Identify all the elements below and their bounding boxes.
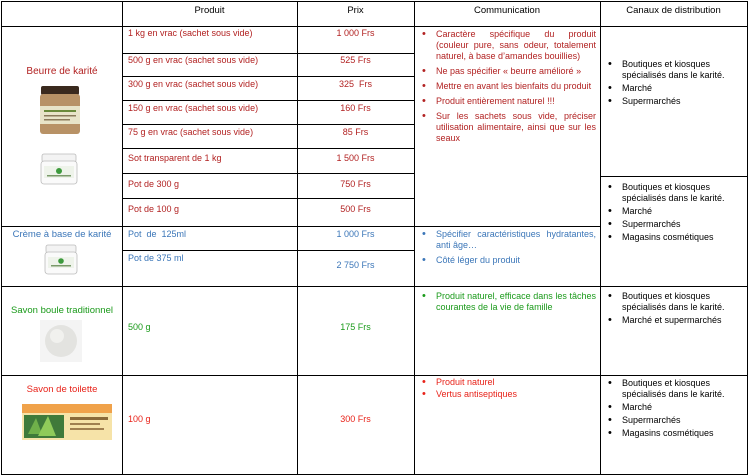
canaux-savon-boule <box>602 291 744 328</box>
communication-item: • Produit entièrement naturel !!! <box>416 96 596 107</box>
communication-item: • Vertus antiseptiques <box>416 389 596 400</box>
communication-item: • Caractère spécifique du produit (couleur pure, sans odeur, totalement naturel, à base d’amandes bouillies) <box>416 29 596 62</box>
variant-price: 1 000 Frs <box>336 28 375 38</box>
beurre-pot-image <box>40 152 78 186</box>
variant-price: 1 500 Frs <box>336 153 375 163</box>
header-prix: Prix <box>347 5 364 16</box>
variant-label: Pot de 100 g <box>128 204 180 214</box>
variant-price: 300 Frs <box>340 414 371 424</box>
product-name-savon-toilette: Savon de toilette <box>26 384 98 395</box>
variant-price: 500 Frs <box>340 204 371 214</box>
variant-price: 175 Frs <box>340 322 371 332</box>
communication-item: • Mettre en avant les bienfaits du produit <box>416 81 596 92</box>
canal-item: • Marché et supermarchés <box>602 315 744 326</box>
communication-savon-boule <box>416 291 596 317</box>
variant-label: Pot de 300 g <box>128 179 180 189</box>
variant-price: 2 750 Frs <box>336 260 375 270</box>
product-name-savon-boule: Savon boule traditionnel <box>11 305 113 316</box>
variant-price: 325 Frs <box>338 79 372 89</box>
canaux-beurre <box>602 59 744 109</box>
canal-item: • Marché <box>602 402 744 413</box>
canal-item: • Magasins cosmétiques <box>602 428 744 439</box>
savon-toilette-image <box>22 404 112 440</box>
variant-price: 525 Frs <box>340 55 371 65</box>
variant-price: 85 Frs <box>342 127 369 137</box>
product-name-creme: Crème à base de karité <box>12 229 112 240</box>
variant-label: Pot de 375 ml <box>128 253 184 263</box>
canal-item: • Supermarchés <box>602 415 744 426</box>
canal-item: • Boutiques et kiosques spécialisés dans le karité. <box>602 291 744 313</box>
beurre-jar-image <box>38 84 82 136</box>
communication-item: • Côté léger du produit <box>416 255 596 266</box>
savon-boule-image <box>40 320 82 362</box>
canal-item: • Supermarchés <box>602 219 744 230</box>
variant-label: 300 g en vrac (sachet sous vide) <box>128 79 259 89</box>
communication-creme <box>416 229 596 270</box>
communication-savon-toilette <box>416 377 596 404</box>
variant-label: Sot transparent de 1 kg <box>128 153 222 163</box>
canal-item: • Boutiques et kiosques spécialisés dans le karité. <box>602 59 744 81</box>
canal-item: • Marché <box>602 206 744 217</box>
variant-label: 500 g en vrac (sachet sous vide) <box>128 55 259 65</box>
variant-price: 160 Frs <box>340 103 371 113</box>
variant-label: 150 g en vrac (sachet sous vide) <box>128 103 259 113</box>
canal-item: • Magasins cosmétiques <box>602 232 744 243</box>
canal-item: • Supermarchés <box>602 96 744 107</box>
canaux-creme <box>602 182 744 245</box>
variant-label: 1 kg en vrac (sachet sous vide) <box>128 28 253 38</box>
variant-label: 75 g en vrac (sachet sous vide) <box>128 127 254 137</box>
communication-beurre <box>416 29 596 148</box>
canal-item: • Marché <box>602 83 744 94</box>
communication-item: • Spécifier caractéristiques hydratantes, anti âge… <box>416 229 596 251</box>
communication-item: • Sur les sachets sous vide, préciser utilisation alimentaire, ainsi que sur les seaux <box>416 111 596 144</box>
product-name-beurre: Beurre de karité <box>26 66 98 77</box>
communication-item: • Produit naturel <box>416 377 596 388</box>
canal-item: • Boutiques et kiosques spécialisés dans le karité. <box>602 378 744 400</box>
canal-item: • Boutiques et kiosques spécialisés dans le karité. <box>602 182 744 204</box>
variant-label: 500 g <box>128 322 151 332</box>
canaux-savon-toilette <box>602 378 744 441</box>
header-produit: Produit <box>194 5 225 16</box>
communication-item: • Produit naturel, efficace dans les tâches courantes de la vie de famille <box>416 291 596 313</box>
communication-item: • Ne pas spécifier « beurre amélioré » <box>416 66 596 77</box>
creme-pot-image <box>44 244 78 276</box>
header-canaux: Canaux de distribution <box>626 5 721 16</box>
variant-label: 100 g <box>128 414 151 424</box>
header-communication: Communication <box>474 5 540 16</box>
variant-price: 1 000 Frs <box>336 229 375 239</box>
variant-price: 750 Frs <box>340 179 371 189</box>
variant-label: Pot de 125ml <box>128 229 187 239</box>
